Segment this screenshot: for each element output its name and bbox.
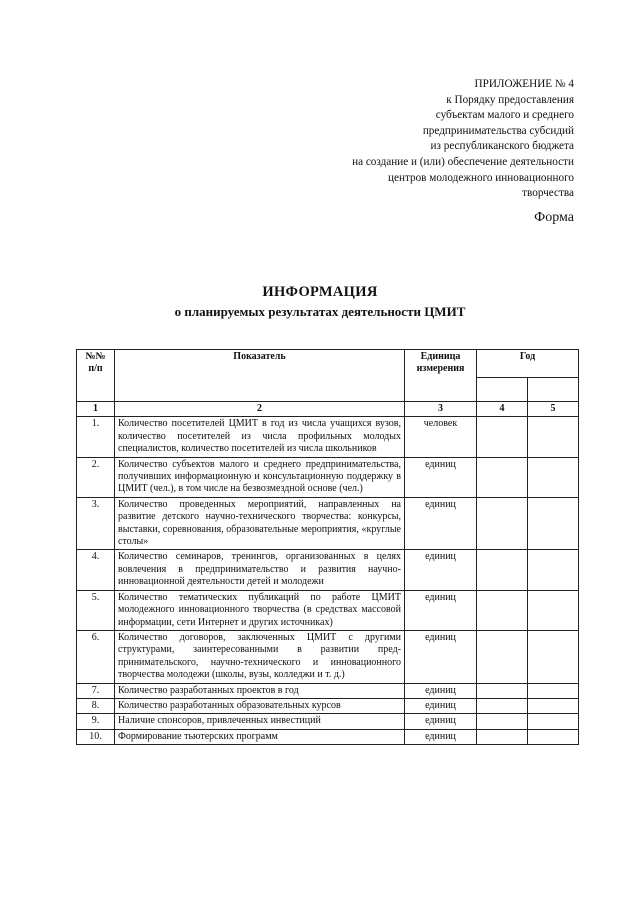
appendix-line: субъектам малого и среднего (435, 109, 574, 122)
form-label: Форма (534, 210, 574, 225)
row-indicator: Количество договоров, заключенных ЦМИТ с другими структурами, заинтересованными в развитии предпринимательского, научно-технического и инновационного творчества молодежи (школы, вузы, колледжи и т. д.) (115, 630, 405, 683)
table-row (77, 683, 579, 698)
column-index-row (77, 402, 579, 417)
row-year-value-a (477, 714, 528, 729)
table-body (77, 402, 579, 745)
row-number: 5. (77, 590, 115, 630)
row-indicator: Количество субъектов малого и среднего предпринимательства, получивших информационную и консультационную поддержку в ЦМИТ (чел.), в том числе на безвозмездной основе (чел.) (115, 457, 405, 497)
row-year-value-b (528, 630, 579, 683)
table-header-row (77, 350, 579, 378)
header-year-col-b (528, 378, 579, 402)
row-unit: единиц (405, 550, 477, 590)
row-year-value-a (477, 698, 528, 713)
document-title (0, 282, 640, 322)
table-row (77, 457, 579, 497)
row-year-value-b (528, 729, 579, 744)
row-year-value-b (528, 497, 579, 550)
row-indicator: Наличие спонсоров, привлеченных инвестиций (115, 714, 405, 729)
row-indicator: Количество посетителей ЦМИТ в год из числа учащихся вузов, количество посетителей из числа профильных молодых специалистов, количество посетителей из числа школьников (115, 417, 405, 457)
row-unit: единиц (405, 457, 477, 497)
row-year-value-b (528, 683, 579, 698)
row-indicator: Количество разработанных проектов в год (115, 683, 405, 698)
column-index: 1 (77, 402, 115, 417)
header-year: Год (477, 350, 579, 378)
appendix-line: центров молодежного инновационного (388, 171, 574, 184)
table-row (77, 550, 579, 590)
row-unit: единиц (405, 729, 477, 744)
table-row (77, 630, 579, 683)
row-unit: единиц (405, 630, 477, 683)
row-unit: единиц (405, 590, 477, 630)
row-unit: единиц (405, 683, 477, 698)
row-unit: единиц (405, 698, 477, 713)
table-row (77, 729, 579, 744)
row-year-value-b (528, 590, 579, 630)
row-year-value-a (477, 457, 528, 497)
appendix-line: к Порядку предоставления (446, 93, 574, 106)
appendix-line: на создание и (или) обеспечение деятельности (352, 155, 574, 168)
row-year-value-a (477, 417, 528, 457)
row-number: 3. (77, 497, 115, 550)
column-index: 3 (405, 402, 477, 417)
row-year-value-b (528, 417, 579, 457)
row-number: 10. (77, 729, 115, 744)
table-row (77, 590, 579, 630)
row-unit: единиц (405, 714, 477, 729)
row-number: 6. (77, 630, 115, 683)
row-number: 2. (77, 457, 115, 497)
row-unit: единиц (405, 497, 477, 550)
row-year-value-a (477, 729, 528, 744)
column-index: 5 (528, 402, 579, 417)
row-number: 1. (77, 417, 115, 457)
table-row (77, 497, 579, 550)
table-row (77, 417, 579, 457)
column-index: 4 (477, 402, 528, 417)
header-year-col-a (477, 378, 528, 402)
header-indicator: Показатель (115, 350, 405, 402)
table-row (77, 714, 579, 729)
appendix-line: ПРИЛОЖЕНИЕ № 4 (474, 78, 574, 90)
row-unit: человек (405, 417, 477, 457)
appendix-header (352, 77, 574, 202)
row-number: 4. (77, 550, 115, 590)
row-year-value-b (528, 550, 579, 590)
title-main: ИНФОРМАЦИЯ (262, 284, 378, 300)
row-year-value-a (477, 497, 528, 550)
row-year-value-b (528, 698, 579, 713)
row-indicator: Количество разработанных образовательных курсов (115, 698, 405, 713)
row-year-value-b (528, 457, 579, 497)
row-year-value-a (477, 550, 528, 590)
column-index: 2 (115, 402, 405, 417)
appendix-line: творчества (522, 187, 574, 200)
header-num: №№ п/п (77, 350, 115, 402)
header-unit: Единица измерения (405, 350, 477, 402)
row-indicator: Количество семинаров, тренингов, организованных в целях вовлечения в предпринимательство и развития научно-инновационной деятельности детей и молодежи (115, 550, 405, 590)
title-subtitle: о планируемых результатах деятельности ЦМИТ (174, 304, 466, 319)
row-indicator: Количество тематических публикаций по работе ЦМИТ молодежного инновационного творчества (в средствах массовой информации, сети Интернет и других источниках) (115, 590, 405, 630)
row-indicator: Количество проведенных мероприятий, направленных на развитие детского научно-технического творчества: конкурсы, выставки, соревнования, образовательные мероприятия, «круглые столы» (115, 497, 405, 550)
row-year-value-a (477, 590, 528, 630)
row-indicator: Формирование тьютерских программ (115, 729, 405, 744)
row-year-value-a (477, 683, 528, 698)
row-number: 7. (77, 683, 115, 698)
appendix-line: из республиканского бюджета (430, 140, 574, 153)
row-year-value-a (477, 630, 528, 683)
results-table (76, 349, 579, 745)
row-number: 8. (77, 698, 115, 713)
appendix-line: предпринимательства субсидий (422, 124, 574, 137)
row-number: 9. (77, 714, 115, 729)
row-year-value-b (528, 714, 579, 729)
table-row (77, 698, 579, 713)
